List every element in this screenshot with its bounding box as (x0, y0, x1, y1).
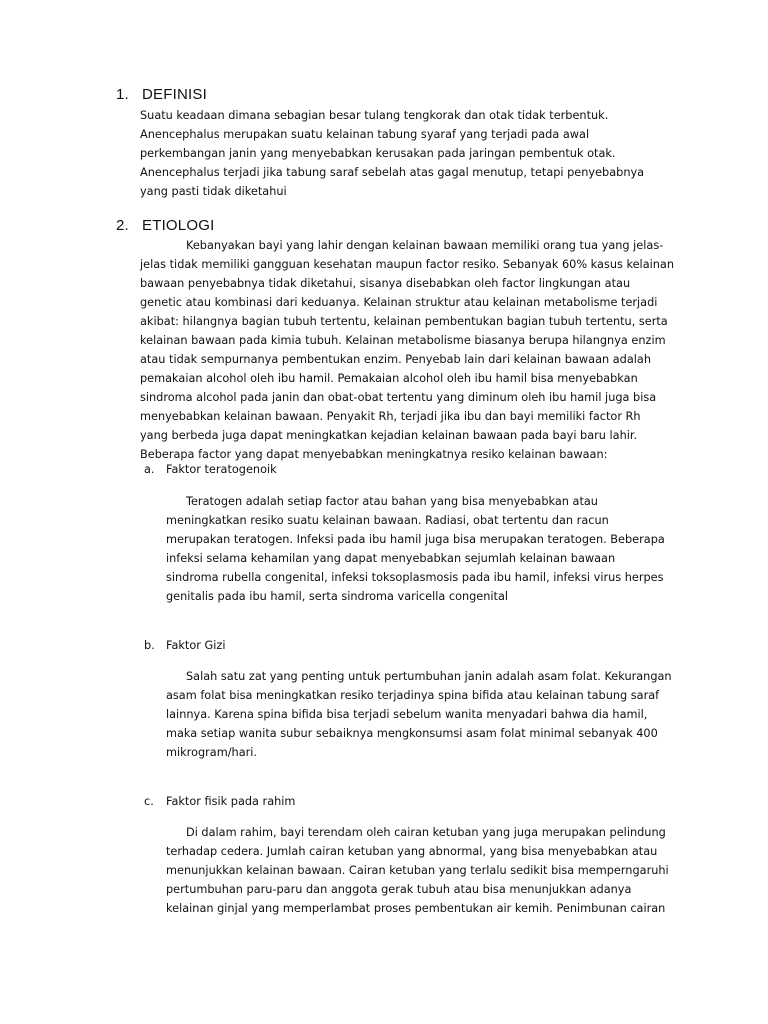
section-heading-definisi (116, 86, 207, 103)
text-line: pemakaian alcohol oleh ibu hamil. Pemakaian alcohol oleh ibu hamil bisa menyebabkan (140, 372, 638, 385)
text-line: menunjukkan kelainan bawaan. Cairan ketuban yang terlalu sedikit bisa memperngaruhi (166, 864, 669, 877)
factor-letter: b. (144, 639, 155, 652)
section-number: 1. (116, 86, 129, 103)
factor-a-paragraph (166, 492, 665, 606)
factor-c-paragraph (166, 823, 669, 918)
text-line: kelainan ginjal yang memperlambat proses pembentukan air kemih. Penimbunan cairan (166, 902, 666, 915)
text-line: sindroma alcohol pada janin dan obat-obat tertentu yang diminum oleh ibu hamil juga bisa (140, 391, 657, 404)
factor-letter: c. (144, 795, 154, 808)
section-number: 2. (116, 217, 129, 234)
section-heading-etiologi (116, 217, 214, 234)
factor-title: Faktor teratogenoik (166, 463, 277, 476)
text-line: asam folat bisa meningkatkan resiko terjadinya spina bifida atau kelainan tabung saraf (166, 689, 660, 702)
text-line: kelainan bawaan pada kimia tubuh. Kelainan metabolisme biasanya berupa hilangnya enzim (140, 334, 666, 347)
text-line: genitalis pada ibu hamil, serta sindroma varicella congenital (166, 590, 509, 603)
text-line: meningkatkan resiko suatu kelainan bawaan. Radiasi, obat tertentu dan racun (166, 514, 609, 527)
text-line: jelas tidak memiliki gangguan kesehatan maupun factor resiko. Sebanyak 60% kasus kelainan (140, 258, 675, 271)
factor-b-paragraph (166, 667, 672, 762)
text-line: Teratogen adalah setiap factor atau bahan yang bisa menyebabkan atau (186, 495, 598, 508)
section-title: ETIOLOGI (142, 217, 215, 234)
text-line: menyebabkan kelainan bawaan. Penyakit Rh, terjadi jika ibu dan bayi memiliki factor Rh (140, 410, 641, 423)
definisi-paragraph (140, 106, 644, 201)
section-title: DEFINISI (142, 86, 207, 103)
etiologi-paragraph (140, 236, 674, 464)
text-line: bawaan penyebabnya tidak diketahui, sisanya disebabkan oleh factor lingkungan atau (140, 277, 631, 290)
text-line: lainnya. Karena spina bifida bisa terjadi sebelum wanita menyadari bahwa dia hamil, (166, 708, 648, 721)
text-line: pertumbuhan paru-paru dan anggota gerak tubuh atau bisa menunjukkan adanya (166, 883, 632, 896)
text-line: mikrogram/hari. (166, 746, 257, 759)
text-line: yang berbeda juga dapat meningkatkan kejadian kelainan bawaan pada bayi baru lahir. (140, 429, 638, 442)
factor-title: Faktor fisik pada rahim (166, 795, 296, 808)
factor-title: Faktor Gizi (166, 639, 226, 652)
text-line: Beberapa factor yang dapat menyebabkan meningkatnya resiko kelainan bawaan: (140, 448, 608, 461)
text-line: atau tidak sempurnanya pembentukan enzim. Penyebab lain dari kelainan bawaan adalah (140, 353, 651, 366)
text-line: merupakan teratogen. Infeksi pada ibu hamil juga bisa merupakan teratogen. Beberapa (166, 533, 665, 546)
text-line: terhadap cedera. Jumlah cairan ketuban yang abnormal, yang bisa menyebabkan atau (166, 845, 658, 858)
text-line: yang pasti tidak diketahui (140, 185, 287, 198)
factor-heading-b (144, 639, 225, 652)
text-line: sindroma rubella congenital, infeksi toksoplasmosis pada ibu hamil, infeksi virus herpes (166, 571, 664, 584)
text-line: Di dalam rahim, bayi terendam oleh cairan ketuban yang juga merupakan pelindung (186, 826, 666, 839)
text-line: infeksi selama kehamilan yang dapat menyebabkan sejumlah kelainan bawaan (166, 552, 616, 565)
text-line: Anencephalus terjadi jika tabung saraf sebelah atas gagal menutup, tetapi penyebabnya (140, 166, 645, 179)
text-line: Anencephalus merupakan suatu kelainan tabung syaraf yang terjadi pada awal (140, 128, 590, 141)
text-line: Salah satu zat yang penting untuk pertumbuhan janin adalah asam folat. Kekurangan (186, 670, 672, 683)
text-line: maka setiap wanita subur sebaiknya mengkonsumsi asam folat minimal sebanyak 400 (166, 727, 658, 740)
text-line: genetic atau kombinasi dari keduanya. Kelainan struktur atau kelainan metabolisme terjadi (140, 296, 658, 309)
factor-letter: a. (144, 463, 155, 476)
factor-heading-a (144, 463, 277, 476)
factor-heading-c (144, 795, 295, 808)
text-line: Kebanyakan bayi yang lahir dengan kelainan bawaan memiliki orang tua yang jelas- (186, 239, 664, 252)
text-line: perkembangan janin yang menyebabkan kerusakan pada jaringan pembentuk otak. (140, 147, 616, 160)
text-line: Suatu keadaan dimana sebagian besar tulang tengkorak dan otak tidak terbentuk. (140, 109, 609, 122)
text-line: akibat: hilangnya bagian tubuh tertentu, kelainan pembentukan bagian tubuh tertentu, serta (140, 315, 668, 328)
